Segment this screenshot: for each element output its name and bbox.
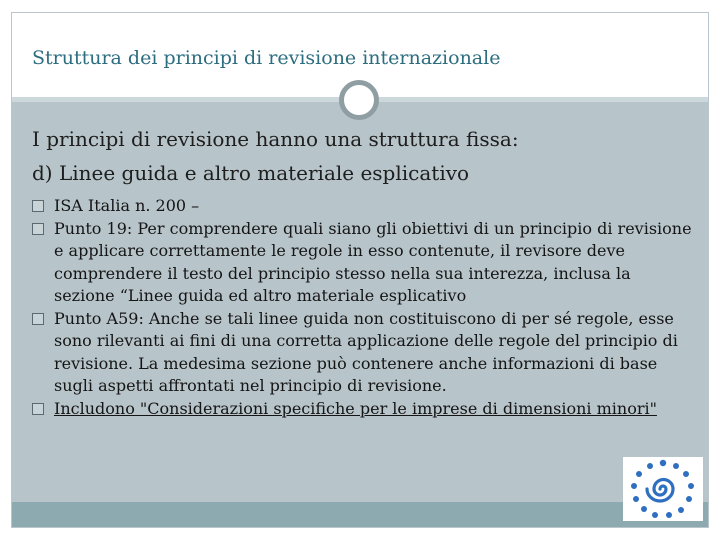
bullet-item-includono [32,398,692,421]
bullet-item-punto-19 [32,218,692,308]
slide-title: Struttura dei principi di revisione internazionale [32,47,501,69]
bullet-text: ISA Italia n. 200 – [54,196,200,215]
bullet-text: Punto 19: Per comprendere quali siano gli obiettivi di un principio di revisione e applicare correttamente le regole in esso contenute, il revisore deve comprendere il testo del principio stesso nella sua interezza, inclusa la sezione “Linee guida ed altro materiale esplicativo [54,218,692,305]
square-bullet-icon [32,313,44,325]
square-bullet-icon [32,200,44,212]
footer-bar [12,502,708,527]
heading-line-1: I principi di revisione hanno una struttura fissa: [32,127,519,151]
circle-divider-icon [339,80,379,120]
bullet-item-isa [32,195,692,218]
square-bullet-icon [32,403,44,415]
bullet-item-punto-a59 [32,308,692,398]
bullet-text: Punto A59: Anche se tali linee guida non costituiscono di per sé regole, esse sono rilevanti ai fini di una corretta applicazione delle regole del principio di revisione. La medesima sezione può contenere anche informazioni di base sugli aspetti affrontati nel principio di revisione. [54,308,678,395]
spiral-logo [623,457,703,521]
bullet-link-text[interactable]: Includono "Considerazioni specifiche per le imprese di dimensioni minori" [54,398,657,418]
spiral-logo-graphic [623,457,703,521]
bullet-list [32,195,692,420]
square-bullet-icon [32,223,44,235]
heading-line-2: d) Linee guida e altro materiale esplicativo [32,161,470,185]
